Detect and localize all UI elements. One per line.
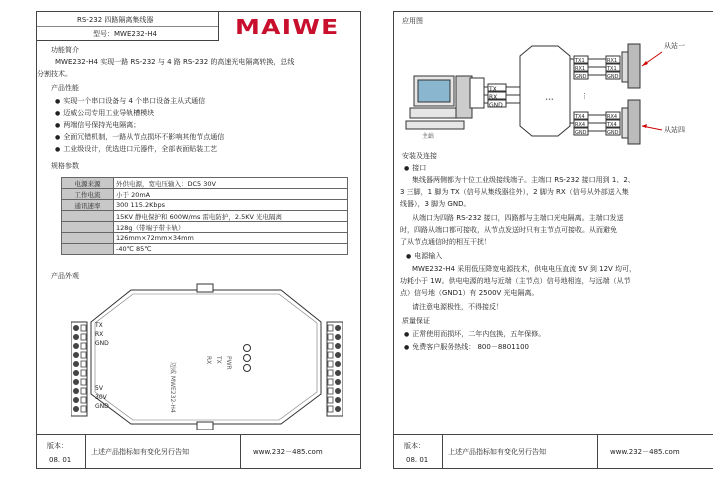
- slave-pin-rx4: RX4: [575, 122, 586, 128]
- quality-title: 质量保证: [402, 317, 430, 325]
- led-pwr: [244, 345, 251, 352]
- power-title: ● 电源输入: [406, 250, 442, 263]
- right-page: [393, 11, 713, 469]
- quality-item: ● 正常使用而损坏，二年内包换，五年保修。: [404, 328, 545, 341]
- terminal-label-gnd2: GND: [95, 403, 109, 410]
- specs-title: 规格参数: [51, 162, 79, 170]
- master-label: 主站: [422, 133, 435, 140]
- slave-pin-gnd1: GND: [575, 74, 587, 80]
- remote-pin-tx1: TX1: [607, 66, 617, 72]
- feature-item: ● 工业级设计，优选进口元器件，全部表面贴装工艺: [55, 143, 217, 156]
- version-label: 版本：: [47, 442, 68, 450]
- spec-row: -40℃ 85℃: [62, 244, 348, 255]
- version-label: 版本：: [404, 442, 425, 450]
- product-name: RS-232 四路隔离集线器: [77, 16, 154, 24]
- device-face-text: 迈威 MWE232-H4: [169, 362, 176, 413]
- remote-pin-tx4: TX4: [607, 122, 617, 128]
- remote-pin-rx4: RX4: [607, 114, 618, 120]
- footer: [37, 434, 360, 469]
- spec-row: 电源来源 外供电源，宽电压输入：DC5 30V: [62, 178, 348, 189]
- left-terminal-block: [71, 322, 87, 416]
- master-pin-rx: RX: [489, 94, 498, 101]
- right-terminal-block: [327, 322, 343, 416]
- brand-logo: MAIWE: [235, 15, 340, 39]
- feature-item: ● 两端信号保持光电隔离；: [55, 119, 140, 132]
- power-para-a: MWE232-H4 采用低压降宽电源技术，供电电压直流 5V 到 12V 均可，: [412, 265, 637, 273]
- svg-text:⋮: ⋮: [581, 92, 588, 100]
- model-label: 型号：MWE232-H4: [93, 30, 157, 38]
- terminal-label-gnd: GND: [95, 340, 109, 347]
- led-label-pwr: PWR: [225, 356, 232, 370]
- footer-notice: 上述产品指标如有变化另行告知: [91, 448, 189, 456]
- led-label-rx: RX: [205, 356, 212, 365]
- remote-pin-gnd1: GND: [607, 74, 619, 80]
- interface-title: ● 接口: [404, 162, 426, 175]
- spec-row: 126mm×72mm×34mm: [62, 233, 348, 244]
- spec-row: 128g（带端子带卡轨）: [62, 222, 348, 233]
- install-title: 安装及连接: [402, 152, 437, 160]
- header-box: [37, 12, 219, 41]
- terminal-label-rx: RX: [95, 331, 104, 338]
- slave-one-label: 从站一: [664, 42, 685, 50]
- install-para-2c: 了从节点通信时的相互干扰！: [400, 238, 491, 246]
- slave-pin-gnd4: GND: [575, 130, 587, 136]
- slave-pin-rx1: RX1: [575, 66, 586, 72]
- feature-item: ● 迈威公司专用工业导轨槽模块: [55, 107, 154, 120]
- left-page: [36, 11, 361, 469]
- features-title: 产品性能: [51, 84, 79, 92]
- remote-pin-gnd4: GND: [607, 130, 619, 136]
- footer-notice: 上述产品指标如有变化另行告知: [448, 448, 546, 456]
- terminal-label-30v: 30V: [95, 394, 107, 401]
- spec-row: 15KV 静电保护和 600W/ms 雷电防护，2.5KV 光电隔离: [62, 211, 348, 222]
- install-para-2b: 时，四路从端口都可接收，从节点发送时只有主节点可接收。从而避免: [400, 226, 617, 234]
- application-title: 应用图: [402, 17, 423, 25]
- spec-table: [61, 177, 348, 255]
- master-pin-gnd: GND: [489, 102, 503, 109]
- led-label-tx: TX: [215, 356, 222, 364]
- install-para-1c: 线器），3 脚为 GND。: [400, 200, 471, 208]
- svg-text:•••: •••: [545, 97, 554, 103]
- power-para-c: 点）信号地（GND1）有 2500V 光电隔离。: [400, 289, 539, 297]
- version-value: 08. 01: [406, 456, 429, 464]
- install-para-2a: 从端口为四路 RS-232 接口，四路都与主端口光电隔离。主端口发送: [412, 214, 624, 222]
- led-tx: [244, 355, 251, 362]
- feature-item: ● 全面冗错机制，一路从节点损坏不影响其他节点通信: [55, 131, 224, 144]
- spec-row: 通讯速率 300 115.2Kbps: [62, 200, 348, 211]
- slave-pin-tx4: TX4: [575, 114, 585, 120]
- install-para-1b: 3 三脚，1 脚为 TX（信号从集线器往外），2 脚为 RX（信号从外部送入集: [400, 188, 629, 196]
- footer-website: www.232－485.com: [610, 448, 680, 456]
- version-value: 08. 01: [49, 456, 72, 464]
- remote-pin-rx1: RX1: [607, 58, 618, 64]
- footer-website: www.232－485.com: [253, 448, 323, 456]
- terminal-label-5v: 5V: [95, 385, 103, 392]
- slave-pin-tx1: TX1: [575, 58, 585, 64]
- terminal-label-tx: TX: [95, 322, 103, 329]
- led-rx: [244, 365, 251, 372]
- power-warning: 请注意电源极性，不得接反！: [412, 303, 503, 311]
- spec-row: 工作电流 小于 20mA: [62, 189, 348, 200]
- master-pin-tx: TX: [489, 86, 497, 93]
- feature-item: ● 实现一个串口设备与 4 个串口设备主从式通信: [55, 95, 205, 108]
- intro-title: 功能简介: [51, 46, 79, 54]
- footer: [394, 434, 713, 469]
- power-para-b: 功耗小于 1W。供电电源的地与近端（主节点）信号地相连，与远端（从节: [400, 277, 631, 285]
- intro-line-2: 分割技术。: [37, 70, 72, 78]
- quality-item: ● 免费客户服务热线： 800－8801100: [404, 341, 529, 354]
- intro-line-1: MWE232-H4 实现一路 RS-232 与 4 路 RS-232 的高速光电隔离转换，总线: [55, 58, 295, 66]
- install-para-1a: 集线器两侧都为十位工业级接线端子。主端口 RS-232 接口用到 1、2、: [412, 176, 635, 184]
- slave-four-label: 从站四: [664, 126, 685, 134]
- appearance-title: 产品外观: [51, 272, 79, 280]
